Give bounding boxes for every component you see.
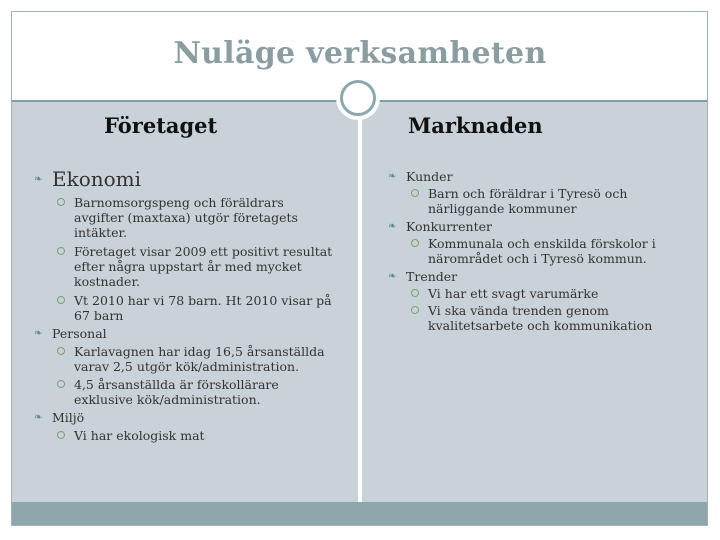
circle-bullet-icon	[57, 380, 65, 388]
circle-bullet-icon	[411, 189, 419, 197]
sub-item	[388, 236, 660, 266]
circle-bullet-icon	[411, 306, 419, 314]
list-item	[34, 410, 334, 425]
bullet-icon: ❧	[34, 412, 43, 423]
sub-item	[34, 244, 334, 289]
circle-bullet-icon	[411, 289, 419, 297]
list-item	[34, 167, 334, 191]
sub-item	[34, 293, 334, 323]
list-item	[388, 169, 660, 184]
bullet-icon: ❧	[388, 171, 397, 182]
circle-bullet-icon	[411, 239, 419, 247]
circle-ornament-icon	[340, 80, 376, 116]
bullet-icon: ❧	[34, 174, 43, 185]
sub-item	[388, 286, 660, 301]
circle-bullet-icon	[57, 247, 65, 255]
bottom-bar	[12, 502, 707, 525]
sub-item-text: Barn och föräldrar i Tyresö och närliggande kommuner	[428, 186, 628, 216]
sub-item	[34, 428, 334, 443]
left-heading: Företaget	[104, 113, 218, 138]
circle-bullet-icon	[57, 431, 65, 439]
sub-item-text: Vi har ett svagt varumärke	[428, 286, 599, 301]
sub-item-text: Vi ska vända trenden genom kvalitetsarbete och kommunikation	[428, 303, 653, 333]
sub-item-text: Barnomsorgspeng och föräldrars avgifter (maxtaxa) utgör företagets intäkter.	[74, 195, 298, 240]
slide-title: Nuläge verksamheten	[173, 36, 547, 71]
sub-item-text: 4,5 årsanställda är förskollärare exklusive kök/administration.	[74, 377, 279, 407]
sub-item	[34, 344, 334, 374]
bullet-icon: ❧	[388, 271, 397, 282]
sub-item	[34, 195, 334, 240]
item-label: Personal	[52, 326, 107, 341]
list-item	[388, 269, 660, 284]
sub-item	[388, 186, 660, 216]
list-item	[34, 326, 334, 341]
sub-item-text: Företaget visar 2009 ett positivt resultat efter några uppstart år med mycket kostnader.	[74, 244, 333, 289]
sub-item	[388, 303, 660, 333]
circle-bullet-icon	[57, 347, 65, 355]
sub-item-text: Kommunala och enskilda förskolor i närområdet och i Tyresö kommun.	[428, 236, 656, 266]
sub-item-text: Karlavagnen har idag 16,5 årsanställda varav 2,5 utgör kök/administration.	[74, 344, 325, 374]
item-label: Kunder	[406, 169, 453, 184]
item-label: Ekonomi	[52, 167, 142, 191]
item-label: Miljö	[52, 410, 85, 425]
right-heading: Marknaden	[408, 113, 543, 138]
list-item	[388, 219, 660, 234]
left-list	[34, 167, 334, 443]
bullet-icon: ❧	[388, 221, 397, 232]
circle-bullet-icon	[57, 198, 65, 206]
item-label: Konkurrenter	[406, 219, 492, 234]
circle-bullet-icon	[57, 296, 65, 304]
bullet-icon: ❧	[34, 328, 43, 339]
sub-item-text: Vt 2010 har vi 78 barn. Ht 2010 visar på 67 barn	[74, 293, 332, 323]
sub-item	[34, 377, 334, 407]
item-label: Trender	[406, 269, 458, 284]
right-list	[388, 169, 660, 333]
sub-item-text: Vi har ekologisk mat	[74, 428, 205, 443]
